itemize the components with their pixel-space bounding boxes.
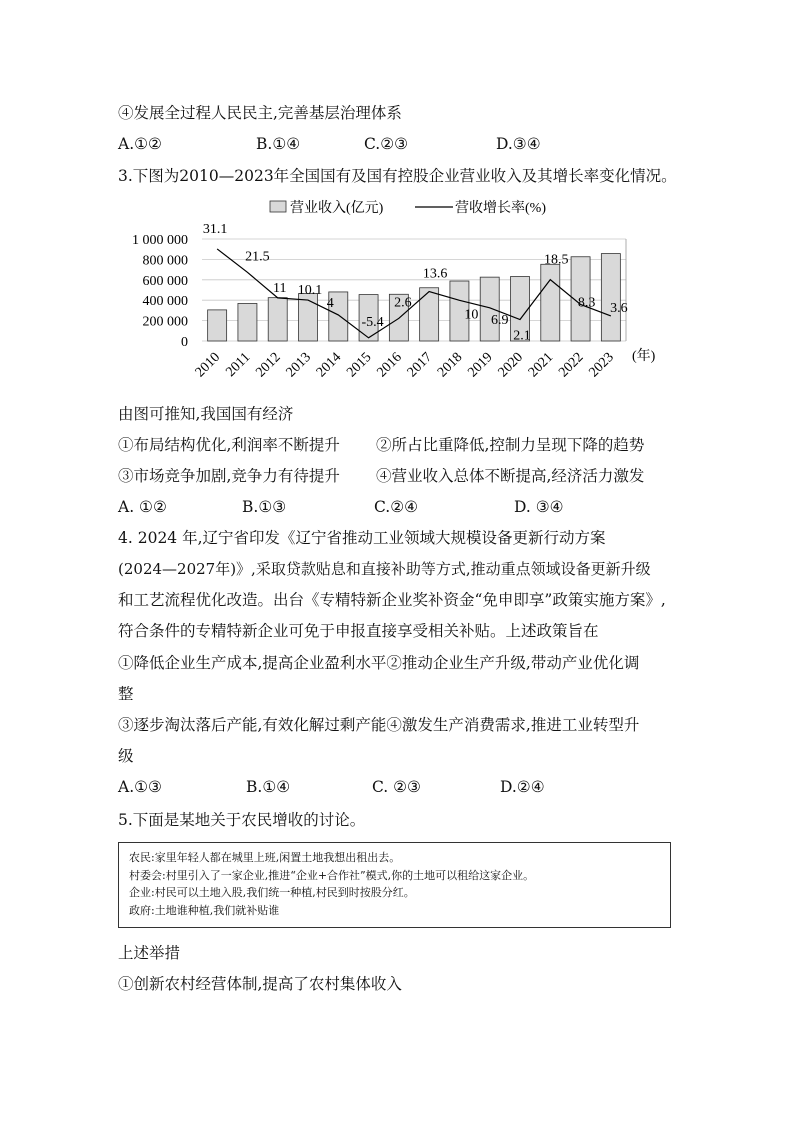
q4-line-8: 级 bbox=[118, 747, 134, 765]
revenue-bar bbox=[208, 310, 227, 341]
y-tick-label: 1 000 000 bbox=[132, 233, 188, 248]
growth-rate-label: 2.1 bbox=[513, 328, 531, 344]
revenue-chart bbox=[118, 192, 678, 392]
y-tick-label: 200 000 bbox=[142, 314, 188, 330]
x-tick-label: 2013 bbox=[283, 349, 314, 381]
x-tick-label: 2015 bbox=[344, 349, 375, 381]
x-tick-label: 2010 bbox=[192, 349, 224, 381]
q4-option-b[interactable]: B.①④ bbox=[246, 778, 291, 796]
x-tick-label: 2019 bbox=[465, 349, 496, 381]
q3-option-b[interactable]: B.①③ bbox=[242, 498, 287, 516]
q4-line-7: ③逐步淘汰落后产能,有效化解过剩产能④激发生产消费需求,推进工业转型升 bbox=[118, 716, 640, 734]
q4-option-a[interactable]: A.①③ bbox=[118, 778, 162, 796]
revenue-bar bbox=[480, 277, 499, 341]
q3-item1: ①布局结构优化,利润率不断提升 bbox=[118, 436, 340, 454]
x-tick-label: 2018 bbox=[435, 349, 466, 381]
q3-item2: ②所占比重降低,控制力呈现下降的趋势 bbox=[376, 436, 645, 454]
growth-rate-label: 21.5 bbox=[245, 249, 270, 265]
growth-rate-label: 6.9 bbox=[490, 312, 509, 328]
y-tick-label: 600 000 bbox=[142, 273, 188, 289]
q2-option-d[interactable]: D.③④ bbox=[496, 135, 541, 153]
q3-option-c[interactable]: C.②④ bbox=[374, 498, 419, 516]
x-tick-label: 2021 bbox=[525, 349, 557, 381]
growth-rate-label: 4 bbox=[326, 295, 334, 311]
q4-line-6: 整 bbox=[118, 685, 134, 703]
revenue-bar bbox=[601, 254, 620, 341]
x-tick-label: 2012 bbox=[253, 349, 284, 381]
q3-option-a[interactable]: A. ①② bbox=[118, 498, 167, 516]
growth-rate-label: 13.6 bbox=[422, 266, 448, 282]
q3-stem: 3.下图为2010—2023年全国国有及国有控股企业营业收入及其增长率变化情况。 bbox=[118, 167, 677, 185]
q2-option-c[interactable]: C.②③ bbox=[364, 135, 409, 153]
x-tick-label: 2023 bbox=[586, 349, 617, 381]
growth-rate-label: 10.1 bbox=[297, 283, 323, 299]
revenue-bar bbox=[420, 288, 439, 341]
y-tick-label: 400 000 bbox=[142, 294, 188, 310]
x-tick-label: 2020 bbox=[495, 349, 526, 381]
growth-rate-label: 10 bbox=[464, 307, 479, 323]
x-tick-label: 2016 bbox=[374, 349, 405, 381]
x-tick-label: 2014 bbox=[313, 349, 345, 381]
growth-rate-label: 2.6 bbox=[394, 295, 412, 311]
growth-rate-label: 31.1 bbox=[202, 221, 228, 237]
legend-line-label: 营收增长率(%) bbox=[455, 201, 546, 216]
legend-bar-label: 营业收入(亿元) bbox=[290, 201, 384, 216]
legend-bar-swatch bbox=[270, 201, 286, 212]
revenue-bar bbox=[238, 303, 257, 341]
q5-stem: 5.下面是某地关于农民增收的讨论。 bbox=[118, 811, 366, 829]
growth-rate-label: 18.5 bbox=[544, 252, 569, 268]
y-tick-label: 0 bbox=[181, 335, 188, 350]
q3-item3: ③市场竞争加剧,竞争力有待提升 bbox=[118, 467, 340, 485]
q2-option-a[interactable]: A.①② bbox=[118, 135, 162, 153]
q4-option-c[interactable]: C. ②③ bbox=[372, 778, 421, 796]
growth-rate-label: 3.6 bbox=[610, 300, 628, 316]
growth-rate-label: 8.3 bbox=[577, 295, 596, 311]
q5-item1: ①创新农村经营体制,提高了农村集体收入 bbox=[118, 975, 402, 993]
growth-rate-label: 11 bbox=[272, 280, 287, 296]
revenue-bar bbox=[541, 264, 560, 341]
revenue-bar bbox=[268, 298, 287, 341]
discussion-box bbox=[118, 842, 671, 928]
q4-option-d[interactable]: D.②④ bbox=[500, 778, 545, 796]
x-tick-label: 2017 bbox=[404, 349, 436, 381]
q4-line-4: 符合条件的专精特新企业可免于申报直接享受相关补贴。上述政策旨在 bbox=[118, 622, 599, 640]
q2-option-b[interactable]: B.①④ bbox=[256, 135, 301, 153]
q3-item4: ④营业收入总体不断提高,经济活力激发 bbox=[376, 467, 645, 485]
q3-option-d[interactable]: D. ③④ bbox=[514, 498, 564, 516]
y-tick-label: 800 000 bbox=[142, 253, 188, 269]
x-axis-unit: (年) bbox=[632, 349, 656, 364]
q5-lead: 上述举措 bbox=[118, 944, 181, 962]
dialog-village-committee: 村委会:村里引入了一家企业,推进“企业+合作社”模式,你的土地可以租给这家企业。 bbox=[129, 868, 535, 882]
x-tick-label: 2022 bbox=[556, 349, 587, 381]
q4-line-1: 4. 2024 年,辽宁省印发《辽宁省推动工业领域大规模设备更新行动方案 bbox=[118, 529, 606, 547]
q4-line-2: (2024—2027年)》,采取贷款贴息和直接补助等方式,推动重点领域设备更新升级 bbox=[118, 560, 651, 578]
q3-lead: 由图可推知,我国国有经济 bbox=[118, 405, 294, 423]
dialog-government: 政府:土地谁种植,我们就补贴谁 bbox=[129, 903, 280, 917]
dialog-farmer: 农民:家里年轻人都在城里上班,闲置土地我想出租出去。 bbox=[129, 851, 401, 864]
q2-item4: ④发展全过程人民民主,完善基层治理体系 bbox=[118, 104, 402, 122]
growth-rate-label: -5.4 bbox=[361, 314, 384, 330]
dialog-enterprise: 企业:村民可以土地入股,我们统一种植,村民到时按股分红。 bbox=[129, 886, 415, 899]
q4-line-3: 和工艺流程优化改造。出台《专精特新企业奖补资金“免申即享”政策实施方案》, bbox=[118, 591, 666, 609]
x-tick-label: 2011 bbox=[223, 349, 254, 380]
q4-line-5: ①降低企业生产成本,提高企业盈利水平②推动企业生产升级,带动产业优化调 bbox=[118, 654, 640, 672]
